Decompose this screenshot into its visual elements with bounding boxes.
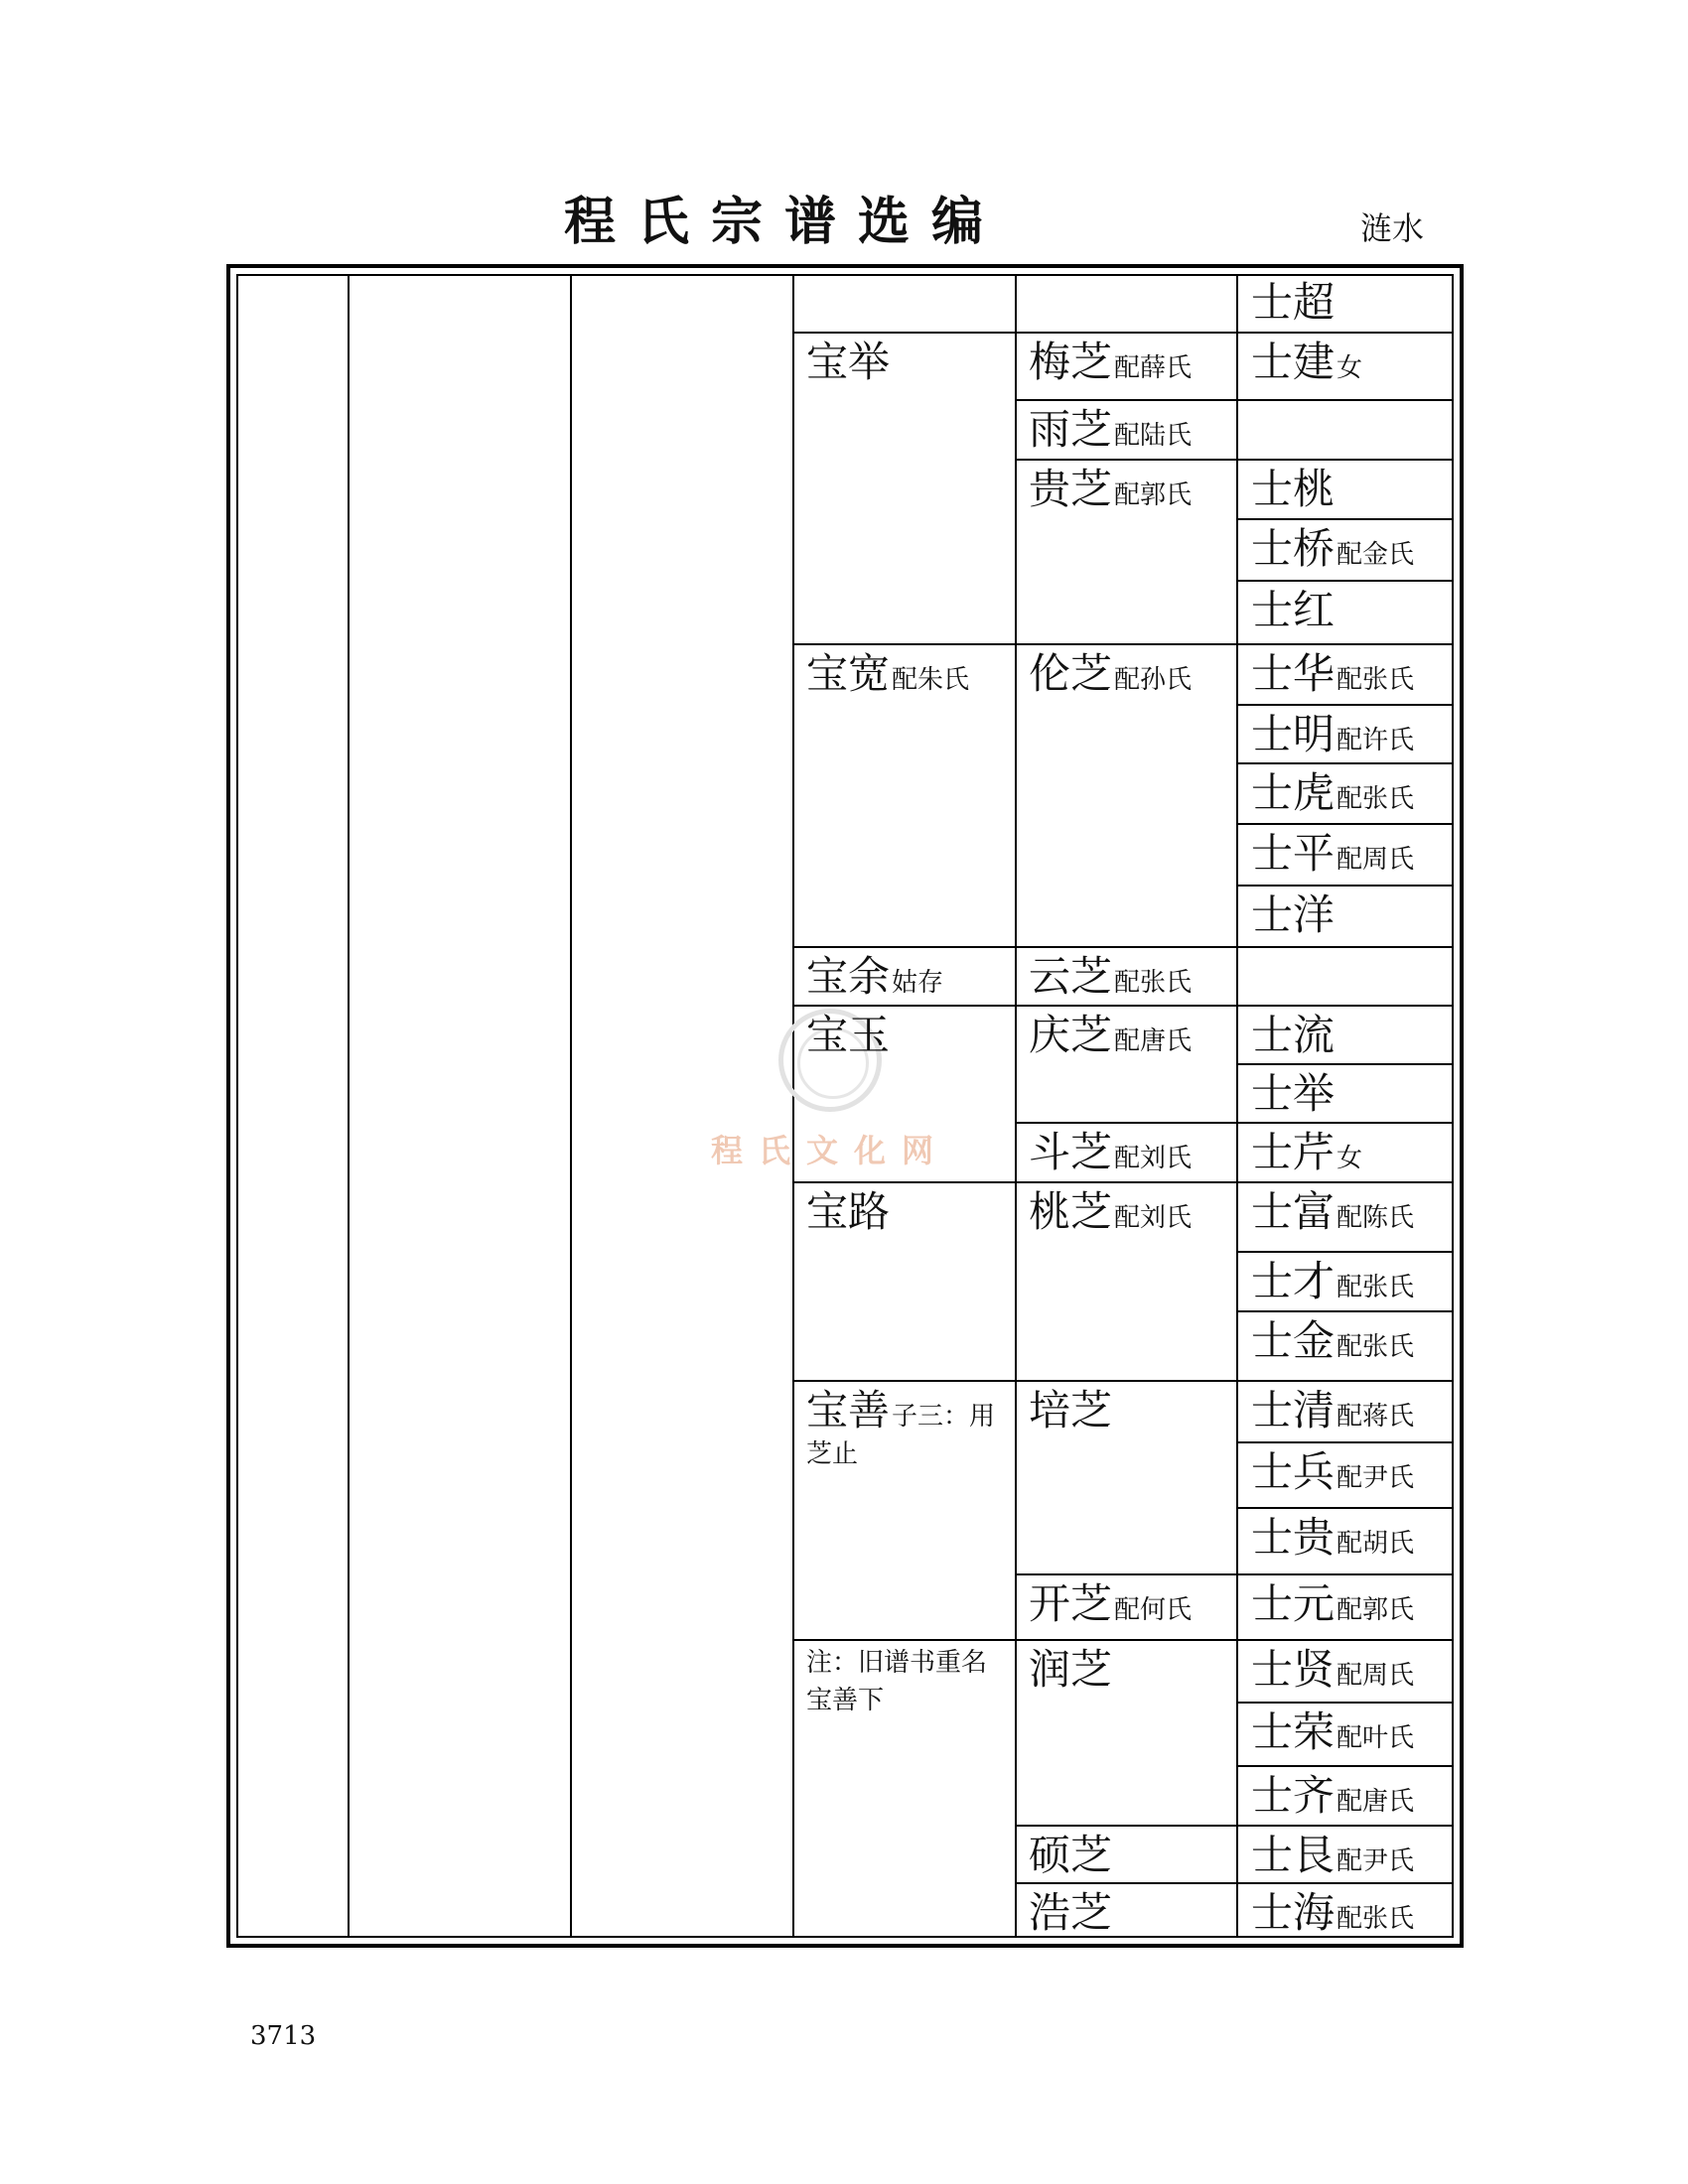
entry-col6: 士华配张氏 bbox=[1251, 649, 1415, 698]
entry-col6: 士海配张氏 bbox=[1251, 1888, 1415, 1937]
entry-col5: 开芝配何氏 bbox=[1029, 1579, 1193, 1628]
row-divider bbox=[1236, 1251, 1452, 1253]
row-divider bbox=[792, 1005, 1015, 1007]
entry-col6: 士举 bbox=[1251, 1069, 1336, 1118]
row-divider bbox=[1236, 1441, 1452, 1443]
entry-col4: 宝余姑存 bbox=[806, 952, 944, 1001]
row-divider bbox=[1236, 704, 1452, 706]
column-divider bbox=[348, 274, 350, 1938]
column-divider bbox=[570, 274, 572, 1938]
row-divider bbox=[1236, 580, 1452, 582]
watermark-text: 程氏文化网 bbox=[711, 1132, 950, 1169]
entry-col6: 士红 bbox=[1251, 586, 1336, 634]
row-divider bbox=[1236, 1122, 1452, 1124]
entry-note: 芝止 bbox=[806, 1439, 859, 1469]
entry-col4: 宝玉 bbox=[806, 1011, 891, 1059]
row-divider bbox=[1236, 823, 1452, 825]
row-divider bbox=[1015, 1882, 1236, 1884]
row-divider bbox=[792, 1181, 1015, 1183]
entry-col6: 士艮配尹氏 bbox=[1251, 1831, 1415, 1879]
entry-col4: 宝路 bbox=[806, 1187, 891, 1236]
page-number: 3713 bbox=[250, 2021, 317, 2051]
row-divider bbox=[1236, 399, 1452, 401]
row-divider bbox=[1236, 1310, 1452, 1312]
entry-col6: 士荣配叶氏 bbox=[1251, 1707, 1415, 1756]
row-divider bbox=[1015, 1181, 1236, 1183]
row-divider bbox=[1015, 1573, 1236, 1575]
entry-col5: 润芝 bbox=[1029, 1645, 1113, 1694]
entry-col6: 士虎配张氏 bbox=[1251, 768, 1415, 817]
entry-col6: 士平配周氏 bbox=[1251, 829, 1415, 878]
row-divider bbox=[1015, 332, 1236, 334]
entry-col6: 士贵配胡氏 bbox=[1251, 1513, 1415, 1562]
entry-col5: 庆芝配唐氏 bbox=[1029, 1011, 1193, 1059]
row-divider bbox=[1236, 459, 1452, 461]
row-divider bbox=[1015, 643, 1236, 645]
entry-col6: 士贤配周氏 bbox=[1251, 1645, 1415, 1694]
entry-col6: 士洋 bbox=[1251, 890, 1336, 939]
row-divider bbox=[1236, 1639, 1452, 1641]
entry-col6: 士桃 bbox=[1251, 465, 1336, 513]
column-divider bbox=[1236, 274, 1238, 1938]
row-divider bbox=[1015, 1639, 1236, 1641]
row-divider bbox=[1236, 1005, 1452, 1007]
row-divider bbox=[1236, 1380, 1452, 1382]
entry-col6: 士兵配尹氏 bbox=[1251, 1447, 1415, 1496]
row-divider bbox=[1236, 332, 1452, 334]
entry-col5: 桃芝配刘氏 bbox=[1029, 1187, 1193, 1236]
entry-col6: 士流 bbox=[1251, 1011, 1336, 1059]
entry-col4: 宝宽配朱氏 bbox=[806, 649, 970, 698]
column-divider bbox=[1452, 274, 1454, 1938]
entry-col6: 士富配陈氏 bbox=[1251, 1187, 1415, 1236]
row-divider bbox=[1015, 399, 1236, 401]
row-divider bbox=[792, 332, 1015, 334]
region-label: 涟水 bbox=[1360, 209, 1425, 247]
row-divider bbox=[1015, 946, 1236, 948]
row-divider bbox=[1015, 1825, 1236, 1827]
entry-note: 注：旧谱书重名宝善下 bbox=[806, 1648, 988, 1715]
column-divider bbox=[1015, 274, 1017, 1938]
column-divider bbox=[236, 274, 238, 1938]
column-divider bbox=[792, 274, 794, 1938]
entry-col6: 士才配张氏 bbox=[1251, 1257, 1415, 1305]
entry-col6: 士清配蒋氏 bbox=[1251, 1386, 1415, 1434]
entry-col5: 伦芝配孙氏 bbox=[1029, 649, 1193, 698]
row-divider bbox=[1236, 1882, 1452, 1884]
entry-col6: 士元配郭氏 bbox=[1251, 1579, 1415, 1628]
page-title: 程氏宗谱选编 bbox=[563, 193, 1005, 252]
row-divider bbox=[1236, 1825, 1452, 1827]
row-divider bbox=[1236, 643, 1452, 645]
row-divider bbox=[1236, 1702, 1452, 1704]
entry-col6: 士齐配唐氏 bbox=[1251, 1771, 1415, 1820]
entry-col5: 贵芝配郭氏 bbox=[1029, 465, 1193, 513]
row-divider bbox=[792, 1639, 1015, 1641]
entry-col6: 士明配许氏 bbox=[1251, 710, 1415, 758]
entry-col6: 士芹女 bbox=[1251, 1128, 1363, 1176]
entry-col5: 云芝配张氏 bbox=[1029, 952, 1193, 1001]
row-divider bbox=[1015, 1122, 1236, 1124]
row-divider bbox=[792, 643, 1015, 645]
row-divider bbox=[1236, 1765, 1452, 1767]
row-divider bbox=[1236, 1573, 1452, 1575]
row-divider bbox=[1236, 762, 1452, 764]
row-divider bbox=[1236, 946, 1452, 948]
row-divider bbox=[1015, 459, 1236, 461]
row-divider bbox=[1015, 1005, 1236, 1007]
row-divider bbox=[792, 946, 1015, 948]
entry-col5: 雨芝配陆氏 bbox=[1029, 405, 1193, 454]
row-divider bbox=[1236, 1181, 1452, 1183]
entry-col6: 士建女 bbox=[1251, 338, 1363, 386]
entry-col6: 士金配张氏 bbox=[1251, 1316, 1415, 1365]
entry-col5: 斗芝配刘氏 bbox=[1029, 1128, 1193, 1176]
row-divider bbox=[1015, 1380, 1236, 1382]
entry-col5: 硕芝 bbox=[1029, 1831, 1113, 1879]
row-divider bbox=[1236, 885, 1452, 887]
entry-col4: 宝举 bbox=[806, 338, 891, 386]
entry-col4: 宝善子三：用 bbox=[806, 1386, 996, 1434]
row-divider bbox=[1236, 1507, 1452, 1509]
row-divider bbox=[1236, 1063, 1452, 1065]
entry-col5: 培芝 bbox=[1029, 1386, 1113, 1434]
table-inner-top-border bbox=[236, 274, 1454, 276]
entry-col6: 士桥配金氏 bbox=[1251, 524, 1415, 573]
row-divider bbox=[792, 1380, 1015, 1382]
entry-col6: 士超 bbox=[1251, 278, 1336, 327]
row-divider bbox=[1236, 518, 1452, 520]
entry-col5: 浩芝 bbox=[1029, 1888, 1113, 1937]
entry-col5: 梅芝配薛氏 bbox=[1029, 338, 1193, 386]
